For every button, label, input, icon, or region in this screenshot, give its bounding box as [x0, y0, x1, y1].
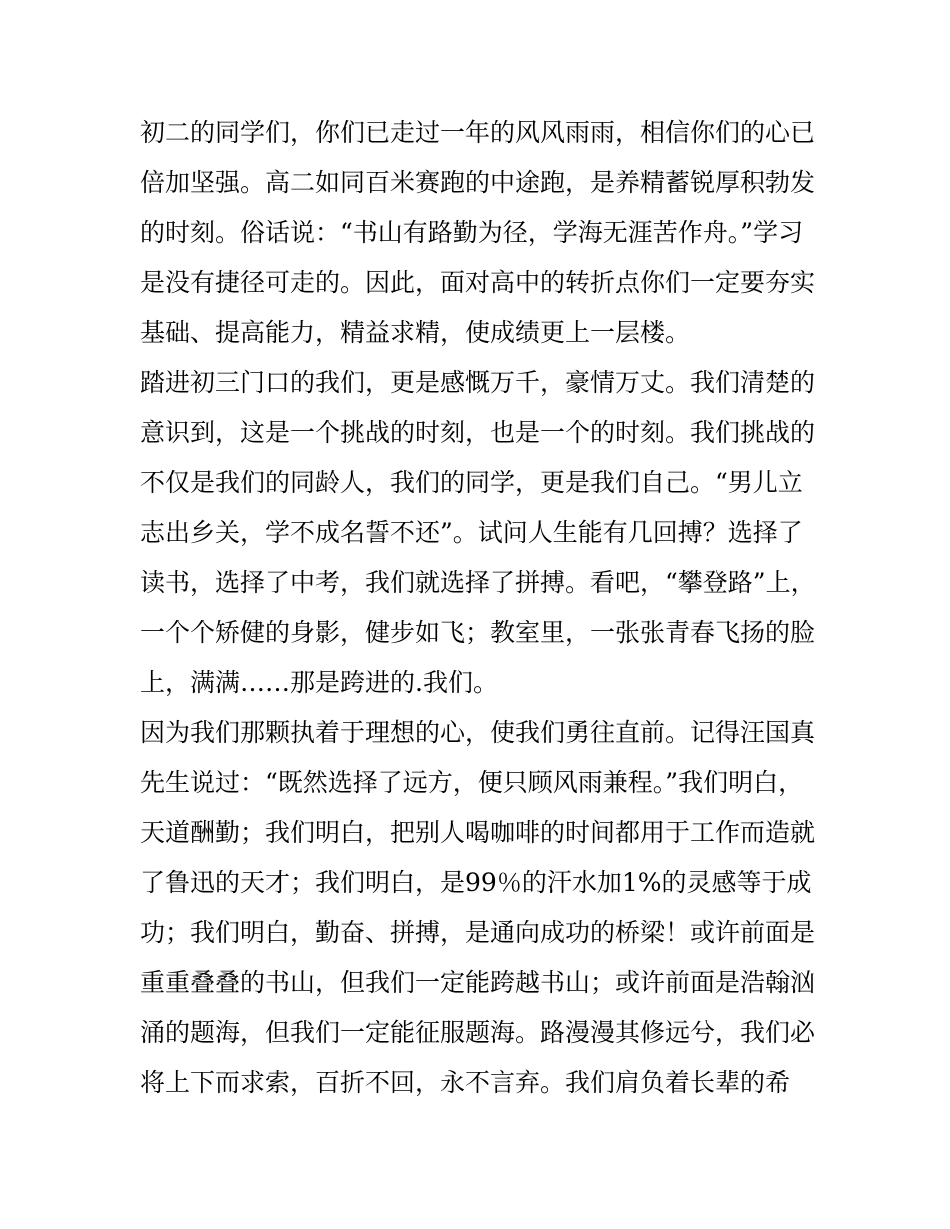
- text-line: 意识到，这是一个挑战的时刻，也是一个的时刻。我们挑战的: [140, 418, 816, 447]
- text-line: 不仅是我们的同龄人，我们的同学，更是我们自己。“男儿立: [140, 468, 803, 497]
- text-line: 基础、提高能力，精益求精，使成绩更上一层楼。: [140, 318, 691, 347]
- text-line: 因为我们那颗执着于理想的心，使我们勇往直前。记得汪国真: [140, 718, 816, 747]
- body-text: [140, 108, 820, 1108]
- text-line: 初二的同学们，你们已走过一年的风风雨雨，相信你们的心已: [140, 118, 816, 147]
- text-line: 天道酬勤；我们明白，把别人喝咖啡的时间都用于工作而造就: [140, 818, 816, 847]
- text-line: 读书，选择了中考，我们就选择了拼搏。看吧，“攀登路”上，: [140, 568, 816, 597]
- text-line: 志出乡关，学不成名誓不还”。试问人生能有几回搏？选择了: [140, 518, 803, 547]
- text-line: 功；我们明白，勤奋、拼搏，是通向成功的桥梁！或许前面是: [140, 918, 816, 947]
- text-line: 一个个矫健的身影，健步如飞；教室里，一张张青春飞扬的脸: [140, 618, 816, 647]
- text-line: 将上下而求索，百折不回，永不言弃。我们肩负着长辈的希: [140, 1068, 791, 1097]
- text-line: 上，满满……那是跨进的.我们。: [140, 668, 498, 697]
- text-line: 先生说过：“既然选择了远方，便只顾风雨兼程。”我们明白，: [140, 768, 804, 797]
- text-line: 涌的题海，但我们一定能征服题海。路漫漫其修远兮，我们必: [140, 1018, 816, 1047]
- text-line: 踏进初三门口的我们，更是感慨万千，豪情万丈。我们清楚的: [140, 368, 816, 397]
- text-line: 的时刻。俗话说：“书山有路勤为径，学海无涯苦作舟。”学习: [140, 218, 804, 247]
- text-line: 了鲁迅的天才；我们明白，是99％的汗水加1%的灵感等于成: [140, 868, 812, 897]
- text-line: 重重叠叠的书山，但我们一定能跨越书山；或许前面是浩翰汹: [140, 968, 816, 997]
- text-line: 是没有捷径可走的。因此，面对高中的转折点你们一定要夯实: [140, 268, 816, 297]
- text-line: 倍加坚强。高二如同百米赛跑的中途跑，是养精蓄锐厚积勃发: [140, 168, 816, 197]
